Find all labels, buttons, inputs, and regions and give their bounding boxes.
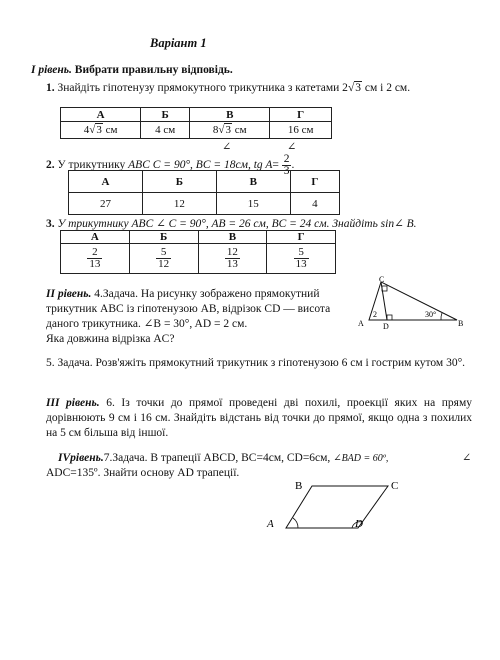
level1-instruction: Вибрати правильну відповідь.	[74, 64, 233, 76]
question-7: ІVрівень.7.Задача. В трапеції ABCD, BC=4см, CD=6см, ∠BAD = 60º,	[58, 452, 389, 464]
question-2: 2. У трикутнику ABC C = 90°, BC = 18см, tg A= $\frac{2}{3}$ .	[46, 153, 295, 177]
q3-option-c: $\frac{12}{13}$	[198, 244, 267, 274]
q1-answer-table	[60, 107, 332, 139]
trapezoid-figure	[262, 476, 412, 536]
question-4: ІІ рівень. 4.Задача. На рисунку зображено прямокутний трикутник ABC із гіпотенузою AB, відрізок CD — висота даного трикутника. ∠B = 30°, AD = 2 см. Яка довжина відрізка AC?	[46, 288, 331, 345]
label-d: D	[355, 518, 363, 530]
option-header: Г	[270, 108, 332, 122]
option-header: Б	[141, 108, 190, 122]
q6-text: 6. Із точки до прямої проведені дві похилі, проекції яких на пряму дорівнюють 9 см і 16 см. Знайдіть відстань від точки до прямої, якщо одна з похилих на 5 см більша від іншої.	[46, 397, 472, 439]
option-header: Б	[142, 171, 216, 193]
option-header: Г	[290, 171, 339, 193]
q2-number: 2.	[46, 159, 55, 172]
angle-arc	[293, 518, 298, 528]
level1-heading	[31, 64, 233, 76]
angle-mark: ∠	[222, 141, 232, 153]
option-header: В	[198, 231, 267, 244]
angle-bad: ∠BAD = 60º,	[333, 453, 389, 464]
label-d: D	[383, 322, 389, 330]
q1-option-a: 4√3 см	[61, 122, 141, 139]
label-b: B	[295, 480, 303, 492]
q1-number: 1.	[46, 82, 55, 94]
level2-title: ІІ рівень.	[46, 288, 92, 300]
sqrt-symbol: √3	[347, 82, 361, 94]
option-header: В	[190, 108, 270, 122]
level3-title: ІІІ рівень.	[46, 397, 100, 409]
q1-option-c: 8√3 см	[190, 122, 270, 139]
option-header: В	[216, 171, 290, 193]
option-header: А	[61, 231, 130, 244]
angle-mark: ∠	[462, 452, 472, 464]
q2-option-a: 27	[69, 193, 143, 215]
label-c: C	[379, 276, 385, 284]
question-3	[46, 216, 417, 230]
q1-text-a: Знайдіть гіпотенузу прямокутного трикутника з катетами 2	[57, 82, 348, 94]
label-a: A	[358, 319, 364, 328]
option-header: Б	[129, 231, 198, 244]
fraction: $\frac{2}{3}$	[283, 153, 290, 177]
right-angle-mark	[387, 315, 392, 320]
option-header: А	[61, 108, 141, 122]
q2-option-d: 4	[290, 193, 339, 215]
label-ad-length: 2	[373, 310, 377, 319]
q3-option-b: $\frac{5}{12}$	[129, 244, 198, 274]
q7-text-b: ADC=135º. Знайти основу AD трапеції.	[46, 467, 240, 479]
option-header: А	[69, 171, 143, 193]
angle-arc	[441, 313, 442, 320]
triangle-figure	[355, 276, 467, 330]
q3-answer-table	[60, 230, 336, 274]
q3-text: У трикутнику ABC ∠ C = 90°, AB = 26 см, BC = 24 см. Знайдіть sin∠ B.	[57, 218, 417, 230]
question-5: 5. Задача. Розв'яжіть прямокутний трикутник з гіпотенузою 6 см і гострим кутом 30°.	[46, 357, 466, 369]
level4-title: ІVрівень.	[58, 452, 104, 464]
label-a: A	[267, 518, 274, 530]
trapezoid-abcd	[286, 486, 388, 528]
q2-option-b: 12	[142, 193, 216, 215]
angle-mark: ∠	[287, 141, 297, 153]
q3-number: 3.	[46, 218, 55, 230]
question-6	[46, 396, 472, 441]
question-1	[46, 82, 410, 94]
label-angle-b: 30°	[425, 310, 437, 319]
option-header: Г	[267, 231, 336, 244]
q1-option-b: 4 см	[141, 122, 190, 139]
q1-text-b: см і 2 см.	[362, 82, 411, 94]
variant-title: Варіант 1	[150, 36, 207, 50]
q3-option-d: $\frac{5}{13}$	[267, 244, 336, 274]
q1-option-d: 16 см	[270, 122, 332, 139]
q2-option-c: 15	[216, 193, 290, 215]
q3-option-a: $\frac{2}{13}$	[61, 244, 130, 274]
label-c: C	[391, 480, 399, 492]
label-b: B	[458, 319, 464, 328]
q2-answer-table	[68, 170, 340, 215]
level1-title: І рівень.	[31, 64, 72, 76]
